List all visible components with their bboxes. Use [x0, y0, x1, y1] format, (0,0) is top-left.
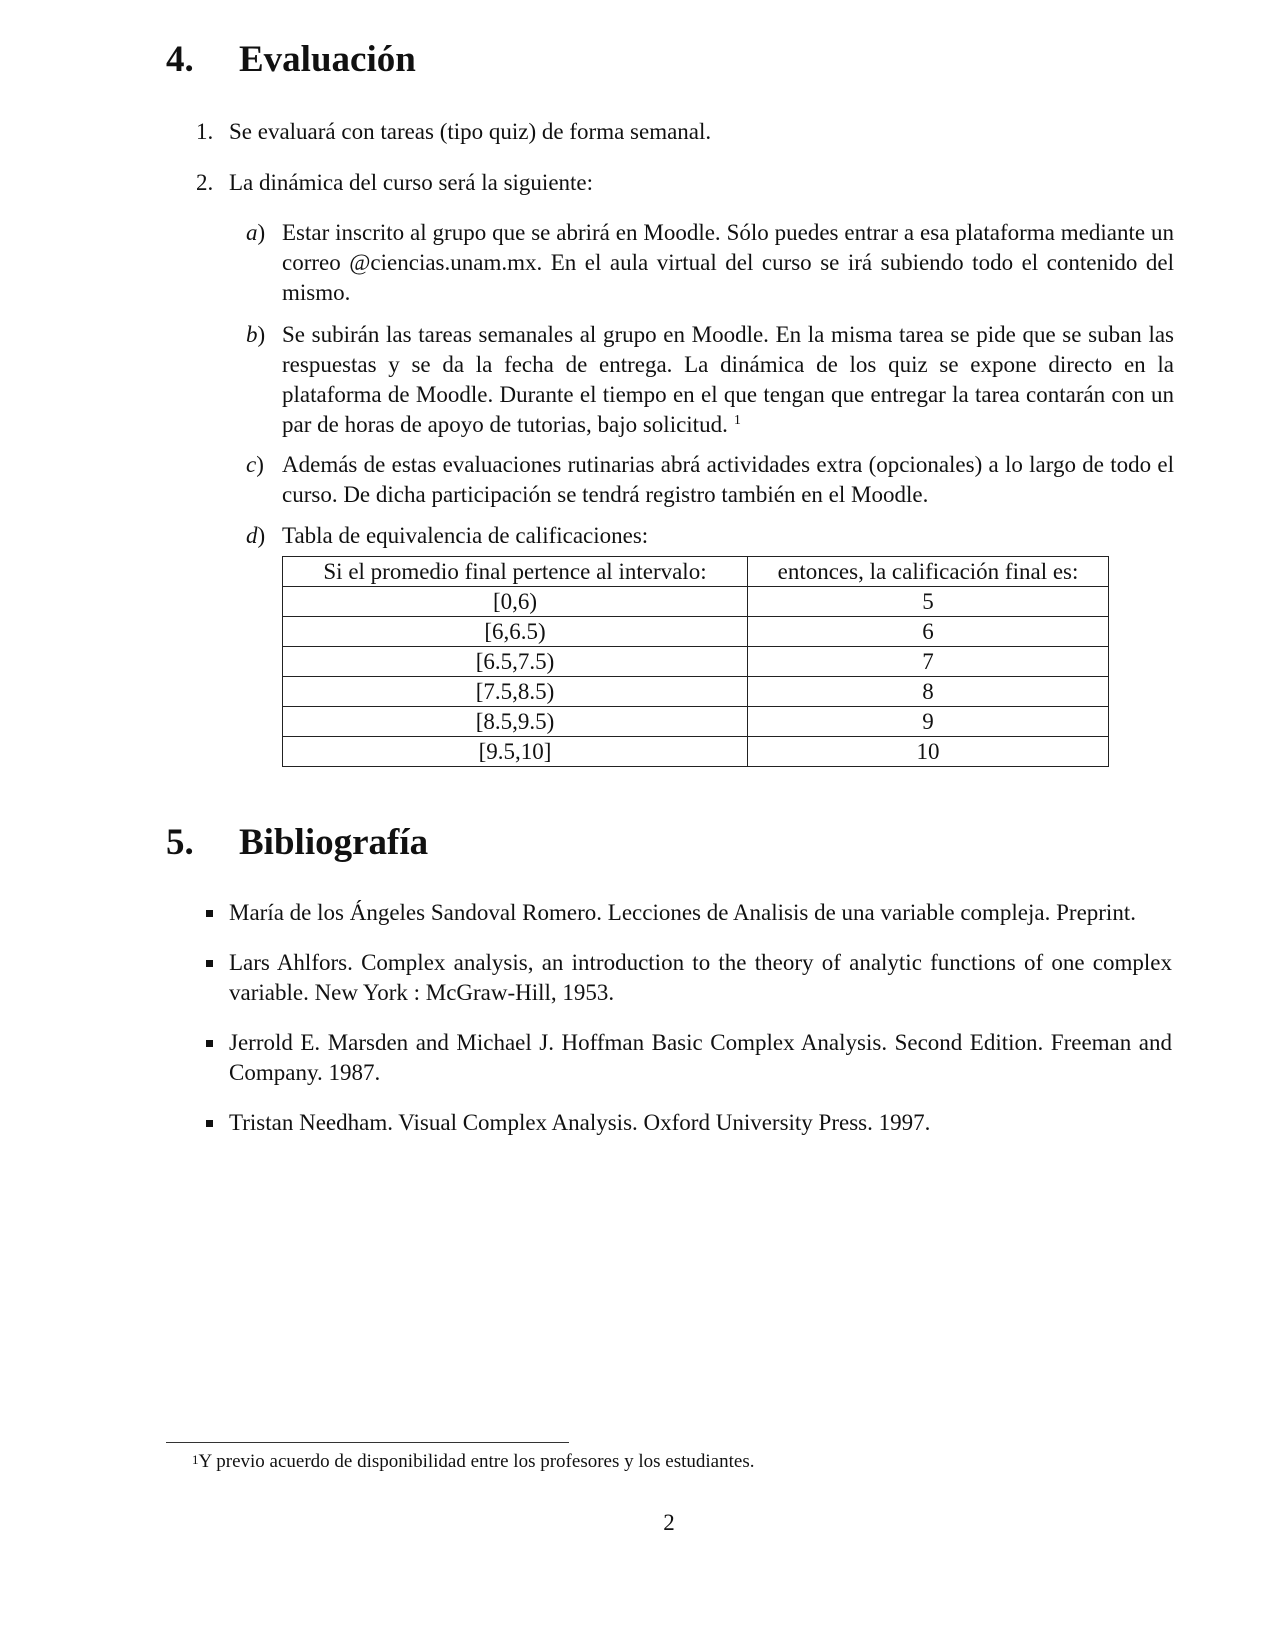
grade-cell: 6	[748, 617, 1109, 647]
sub-item-marker: c)	[246, 452, 264, 477]
sub-item-marker: d)	[246, 523, 266, 548]
bibliography-list	[196, 898, 1172, 1158]
bibliography-text: Jerrold E. Marsden and Michael J. Hoffman Basic Complex Analysis. Second Edition. Freeman and Company. 1987.	[229, 1030, 1172, 1085]
grade-equivalence-table	[282, 556, 1109, 767]
bibliography-entry	[196, 1028, 1172, 1088]
table-row	[283, 707, 1109, 737]
sub-item-marker: b)	[246, 322, 266, 347]
table-header-row	[283, 557, 1109, 587]
bibliography-text: Lars Ahlfors. Complex analysis, an introduction to the theory of analytic functions of one complex variable. New York : McGraw-Hill, 1953.	[229, 950, 1172, 1005]
grade-cell: 7	[748, 647, 1109, 677]
sub-item-marker: a)	[246, 220, 266, 245]
bullet-icon	[206, 1040, 213, 1047]
footnote-reference[interactable]: 1	[733, 413, 741, 428]
section-title: Evaluación	[239, 39, 416, 80]
bullet-icon	[206, 960, 213, 967]
sub-item-text-wrap	[282, 320, 1174, 440]
interval-cell: [8.5,9.5)	[283, 707, 748, 737]
grade-cell: 10	[748, 737, 1109, 767]
footnote-divider	[166, 1442, 569, 1443]
interval-cell: [0,6)	[283, 587, 748, 617]
table-row	[283, 737, 1109, 767]
bibliography-text: Tristan Needham. Visual Complex Analysis. Oxford University Press. 1997.	[229, 1110, 931, 1135]
sub-item-a	[246, 218, 1174, 308]
column-header-grade: entonces, la calificación final es:	[748, 557, 1109, 587]
bibliography-text: María de los Ángeles Sandoval Romero. Lecciones de Analisis de una variable compleja. Preprint.	[229, 900, 1136, 925]
footnote-text: Y previo acuerdo de disponibilidad entre los profesores y los estudiantes.	[198, 1451, 755, 1472]
interval-cell: [9.5,10]	[283, 737, 748, 767]
sub-item-text: Tabla de equivalencia de calificaciones:	[282, 523, 649, 548]
sub-item-text: Además de estas evaluaciones rutinarias abrá actividades extra (opcionales) a lo largo de todo el curso. De dicha participación se tendrá registro también en el Moodle.	[282, 452, 1174, 507]
section-number: 4.	[166, 39, 194, 80]
sub-item-c	[246, 450, 1174, 510]
bullet-icon	[206, 1120, 213, 1127]
bullet-icon	[206, 910, 213, 917]
table-row	[283, 617, 1109, 647]
sub-item-d	[246, 521, 1174, 551]
bibliography-entry	[196, 1108, 1172, 1138]
section-title: Bibliografía	[239, 822, 429, 863]
page-number: 2	[663, 1510, 675, 1535]
enum-marker: 2.	[196, 170, 214, 195]
enum-text: La dinámica del curso será la siguiente:	[229, 170, 594, 195]
bibliography-entry	[196, 898, 1172, 928]
enum-marker: 1.	[196, 119, 214, 144]
sub-item-letter: a	[246, 220, 258, 245]
table-row	[283, 677, 1109, 707]
footnote-marker: 1	[192, 1452, 199, 1467]
sub-item-text: Estar inscrito al grupo que se abrirá en Moodle. Sólo puedes entrar a esa plataforma mediante un correo @ciencias.unam.mx. En el aula virtual del curso se irá subiendo todo el contenido del mismo.	[282, 220, 1174, 305]
enum-text: Se evaluará con tareas (tipo quiz) de forma semanal.	[229, 119, 712, 144]
section-heading-bibliografia	[166, 821, 428, 864]
bibliography-entry	[196, 948, 1172, 1008]
table-row	[283, 587, 1109, 617]
section-number: 5.	[166, 822, 194, 863]
grade-cell: 8	[748, 677, 1109, 707]
column-header-interval: Si el promedio final pertence al intervalo:	[283, 557, 748, 587]
interval-cell: [6,6.5)	[283, 617, 748, 647]
sub-item-b	[246, 320, 1174, 440]
footnote	[192, 1450, 754, 1474]
sub-item-letter: d	[246, 523, 258, 548]
interval-cell: [6.5,7.5)	[283, 647, 748, 677]
table-row	[283, 647, 1109, 677]
grade-cell: 9	[748, 707, 1109, 737]
section-heading-evaluacion	[166, 38, 416, 81]
grade-cell: 5	[748, 587, 1109, 617]
interval-cell: [7.5,8.5)	[283, 677, 748, 707]
sub-item-letter: b	[246, 322, 258, 347]
sub-item-letter: c	[246, 452, 257, 477]
sub-item-text: Se subirán las tareas semanales al grupo en Moodle. En la misma tarea se pide que se suban las respuestas y se da la fecha de entrega. La dinámica de los quiz se expone directo en la plataforma de Moodle. Durante el tiempo en el que tengan que entregar la tarea contarán con un par de horas de apoyo de tutorias, bajo solicitud.	[282, 322, 1174, 437]
